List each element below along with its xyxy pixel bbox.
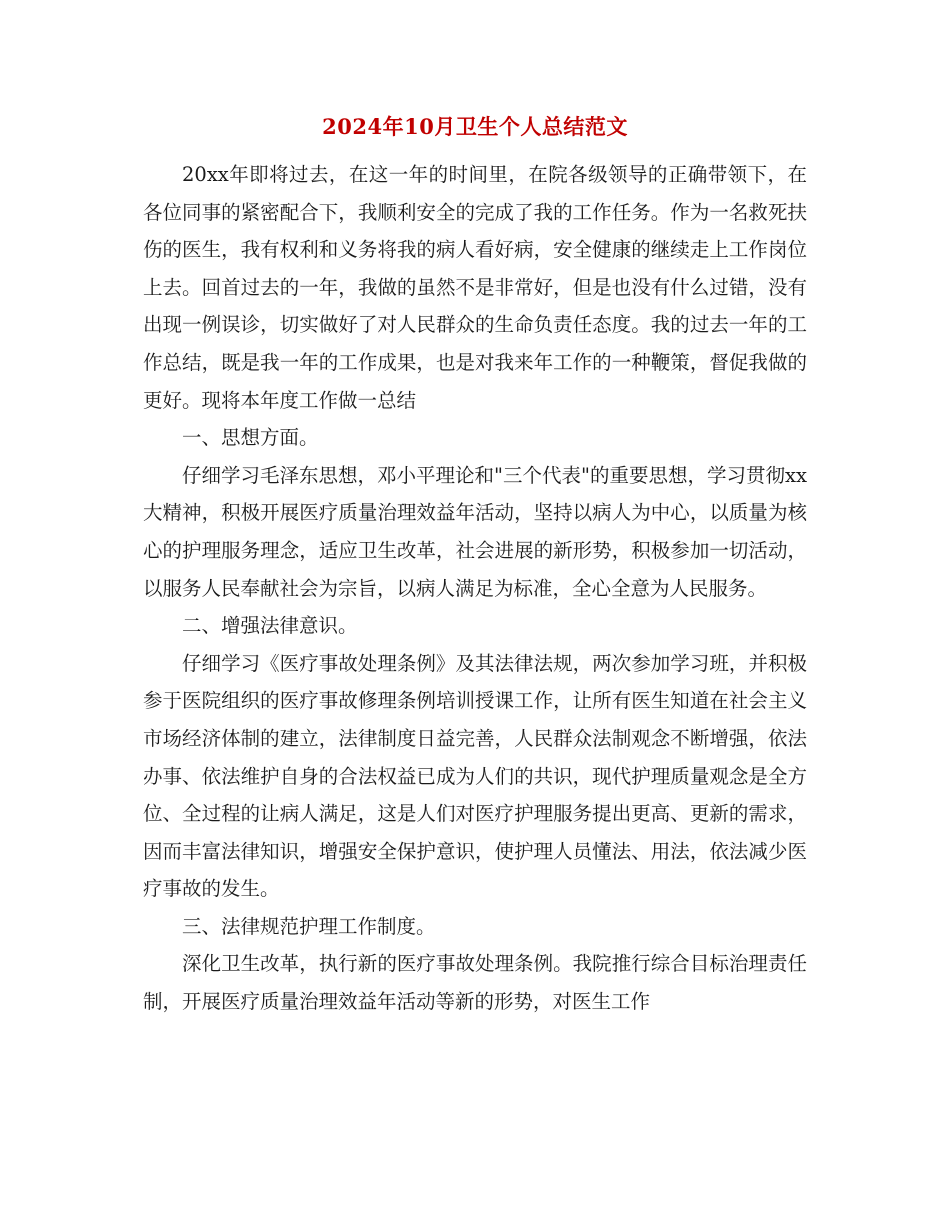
paragraph-legal-awareness: 仔细学习《医疗事故处理条例》及其法律法规，两次参加学习班，并积极参于医院组织的医疗事故修理条例培训授课工作，让所有医生知道在社会主义市场经济体制的建立，法律制度日益完善，人民群众法制观念不断增强，依法办事、依法维护自身的合法权益已成为人们的共识，现代护理质量观念是全方位、全过程的让病人满足，这是人们对医疗护理服务提出更高、更新的需求，因而丰富法律知识，增强安全保护意识，使护理人员懂法、用法，依法减少医疗事故的发生。 <box>143 651 807 901</box>
document-body <box>143 156 807 1021</box>
section-heading-nursing-rules: 三、法律规范护理工作制度。 <box>182 914 436 938</box>
paragraph-nursing-rules: 深化卫生改革，执行新的医疗事故处理条例。我院推行综合目标治理责任制，开展医疗质量治理效益年活动等新的形势，对医生工作 <box>143 952 807 1014</box>
paragraph-intro: 20xx年即将过去，在这一年的时间里，在院各级领导的正确带领下，在各位同事的紧密配合下，我顺利安全的完成了我的工作任务。作为一名救死扶伤的医生，我有权利和义务将我的病人看好病，安全健康的继续走上工作岗位上去。回首过去的一年，我做的虽然不是非常好，但是也没有什么过错，没有出现一例误诊，切实做好了对人民群众的生命负责任态度。我的过去一年的工作总结，既是我一年的工作成果，也是对我来年工作的一种鞭策，督促我做的更好。现将本年度工作做一总结 <box>143 163 807 412</box>
document-title: 2024年10月卫生个人总结范文 <box>322 114 628 139</box>
section-heading-legal-awareness: 二、增强法律意识。 <box>182 614 358 638</box>
paragraph-thought: 仔细学习毛泽东思想，邓小平理论和"三个代表"的重要思想，学习贯彻xx大精神，积极开展医疗质量治理效益年活动，坚持以病人为中心，以质量为核心的护理服务理念，适应卫生改革，社会进展的新形势，积极参加一切活动，以服务人民奉献社会为宗旨，以病人满足为标准，全心全意为人民服务。 <box>143 463 807 600</box>
section-heading-thought: 一、思想方面。 <box>182 426 319 450</box>
